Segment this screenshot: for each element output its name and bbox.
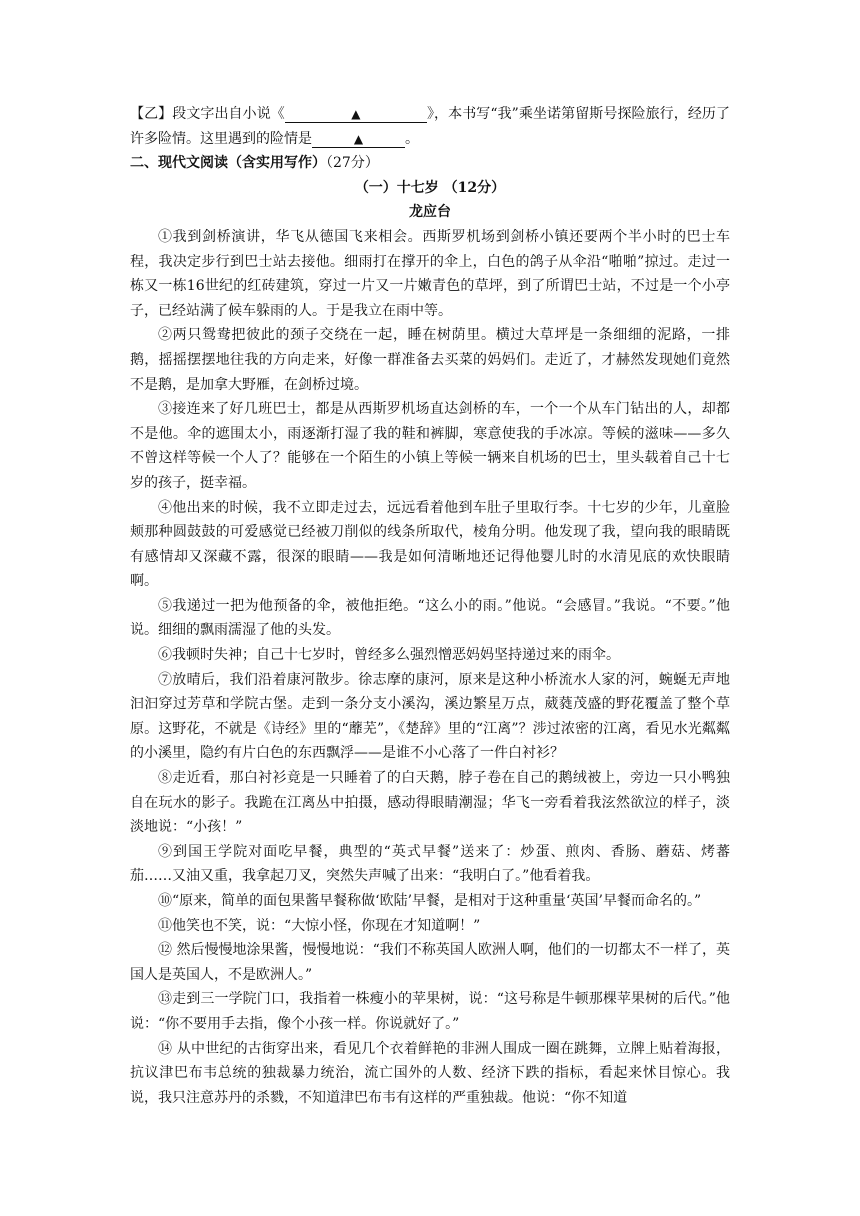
blank-marker-icon: ▲ xyxy=(353,131,364,146)
paragraph-9: ⑨到国王学院对面吃早餐，典型的“英式早餐”送来了：炒蛋、煎肉、香肠、蘑菇、烤蕃茄……又油又重，我拿起刀叉，突然失声喊了出来：“我明白了。”他看着我。 xyxy=(130,843,730,885)
paragraph-8: ⑧走近看，那白衬衫竟是一只睡着了的白天鹅，脖子卷在自己的鹅绒被上，旁边一只小鸭独自在玩水的影子。我跪在江离丛中拍摄，感动得眼睛潮湿；华飞一旁看着我泫然欲泣的样子，淡淡地说：“小孩！” xyxy=(130,770,730,836)
paragraph-3: ③接连来了好几班巴士，都是从西斯罗机场直达剑桥的车，一个一个从车门钻出的人，却都不是他。伞的遮围太小，雨逐渐打湿了我的鞋和裤脚，寒意使我的手冰凉。等候的滋味——多久不曾这样等候一个人了？能够在一个陌生的小镇上等候一辆来自机场的巴士，里头载着自己十七岁的孩子，挺幸福。 xyxy=(130,401,730,491)
intro-text-1: 【乙】段文字出自小说《 xyxy=(130,106,285,122)
paragraph-12: ⑫ 然后慢慢地涂果酱，慢慢地说：“我们不称英国人欧洲人啊，他们的一切都太不一样了，英国人是英国人，不是欧洲人。” xyxy=(130,942,730,983)
paragraph-4: ④他出来的时候，我不立即走过去，远远看着他到车肚子里取行李。十七岁的少年，儿童脸颊那种圆鼓鼓的可爱感觉已经被刀削似的线条所取代，棱角分明。他发现了我，望向我的眼睛既有感情却又深藏不露，很深的眼睛——我是如何清晰地还记得他婴儿时的水清见底的欢快眼睛啊。 xyxy=(130,499,730,590)
section-points: （27分） xyxy=(326,155,379,172)
section-heading xyxy=(130,151,730,176)
exam-page xyxy=(130,102,730,1110)
paragraph-11: ⑪他笑也不笑，说：“大惊小怪，你现在才知道啊！” xyxy=(158,917,481,934)
paragraph-14: ⑭ 从中世纪的古街穿出来，看见几个衣着鲜艳的非洲人围成一圈在跳舞，立牌上贴着海报，抗议津巴布韦总统的独裁暴力统治，流亡国外的人数、经济下跌的指标，看起来怵目惊心。我说，我只注意苏丹的杀戮，不知道津巴布韦有这样的严重独裁。他说：“你不知道 xyxy=(130,1040,730,1106)
paragraph-1: ①我到剑桥演讲，华飞从德国飞来相会。西斯罗机场到剑桥小镇还要两个半小时的巴士车程，我决定步行到巴士站去接他。细雨打在撑开的伞上，白色的鸽子从伞沿“啪啪”掠过。走过一栋又一栋16世纪的红砖建筑，穿过一片又一片嫩青色的草坪，到了所谓巴士站，不过是一个小亭子，已经站满了候车躲雨的人。于是我立在雨中等。 xyxy=(130,228,730,319)
intro-text-3: 。 xyxy=(405,130,419,147)
section-title: 二、现代文阅读（含实用写作） xyxy=(130,155,326,172)
article-subtitle: （一）十七岁 （12分） xyxy=(354,179,506,196)
answer-blank-book-title[interactable] xyxy=(285,106,427,123)
paragraph-10: ⑩“原来，简单的面包果酱早餐称做‘欧陆’早餐，是相对于这种重量‘英国’早餐而命名的。” xyxy=(158,893,702,909)
article-body xyxy=(130,225,730,1110)
answer-blank-danger[interactable] xyxy=(312,131,405,148)
paragraph-2: ②两只鸳鸯把彼此的颈子交绕在一起，睡在树荫里。横过大草坪是一条细细的泥路，一排鹅，摇摇摆摆地往我的方向走来，好像一群准备去买菜的妈妈们。走近了，才赫然发现她们竟然不是鹅，是加拿大野雁，在剑桥过境。 xyxy=(130,327,730,393)
paragraph-7: ⑦放晴后，我们沿着康河散步。徐志摩的康河，原来是这种小桥流水人家的河，蜿蜒无声地汩汩穿过芳草和学院古堡。走到一条分支小溪沟，溪边繁星万点，葳蕤茂盛的野花覆盖了整个草原。这野花，不就是《诗经》里的“蘼芜”，《楚辞》里的“江离”？涉过浓密的江离，看见水光粼粼的小溪里，隐约有片白色的东西飘浮——是谁不小心落了一件白衬衫？ xyxy=(130,671,730,762)
paragraph-5: ⑤我递过一把为他预备的伞，被他拒绝。“这么小的雨。”他说。“会感冒。”我说。“不要。”他说。细细的飘雨濡湿了他的头发。 xyxy=(130,597,730,639)
paragraph-13: ⑬走到三一学院门口，我指着一株瘦小的苹果树，说：“这号称是牛顿那棵苹果树的后代。”他说：“你不要用手去指，像个小孩一样。你说就好了。” xyxy=(130,991,730,1032)
article-author: 龙应台 xyxy=(409,204,451,221)
intro-text-2: 》，本书写“我”乘坐诺第留斯号探险旅行，经历了许多险情。这里遇到的险情是 xyxy=(130,106,730,147)
paragraph-6: ⑥我顿时失神；自己十七岁时，曾经多么强烈憎恶妈妈坚持递过来的雨伞。 xyxy=(158,647,620,664)
question-intro xyxy=(130,102,730,151)
blank-marker-icon: ▲ xyxy=(351,107,361,121)
